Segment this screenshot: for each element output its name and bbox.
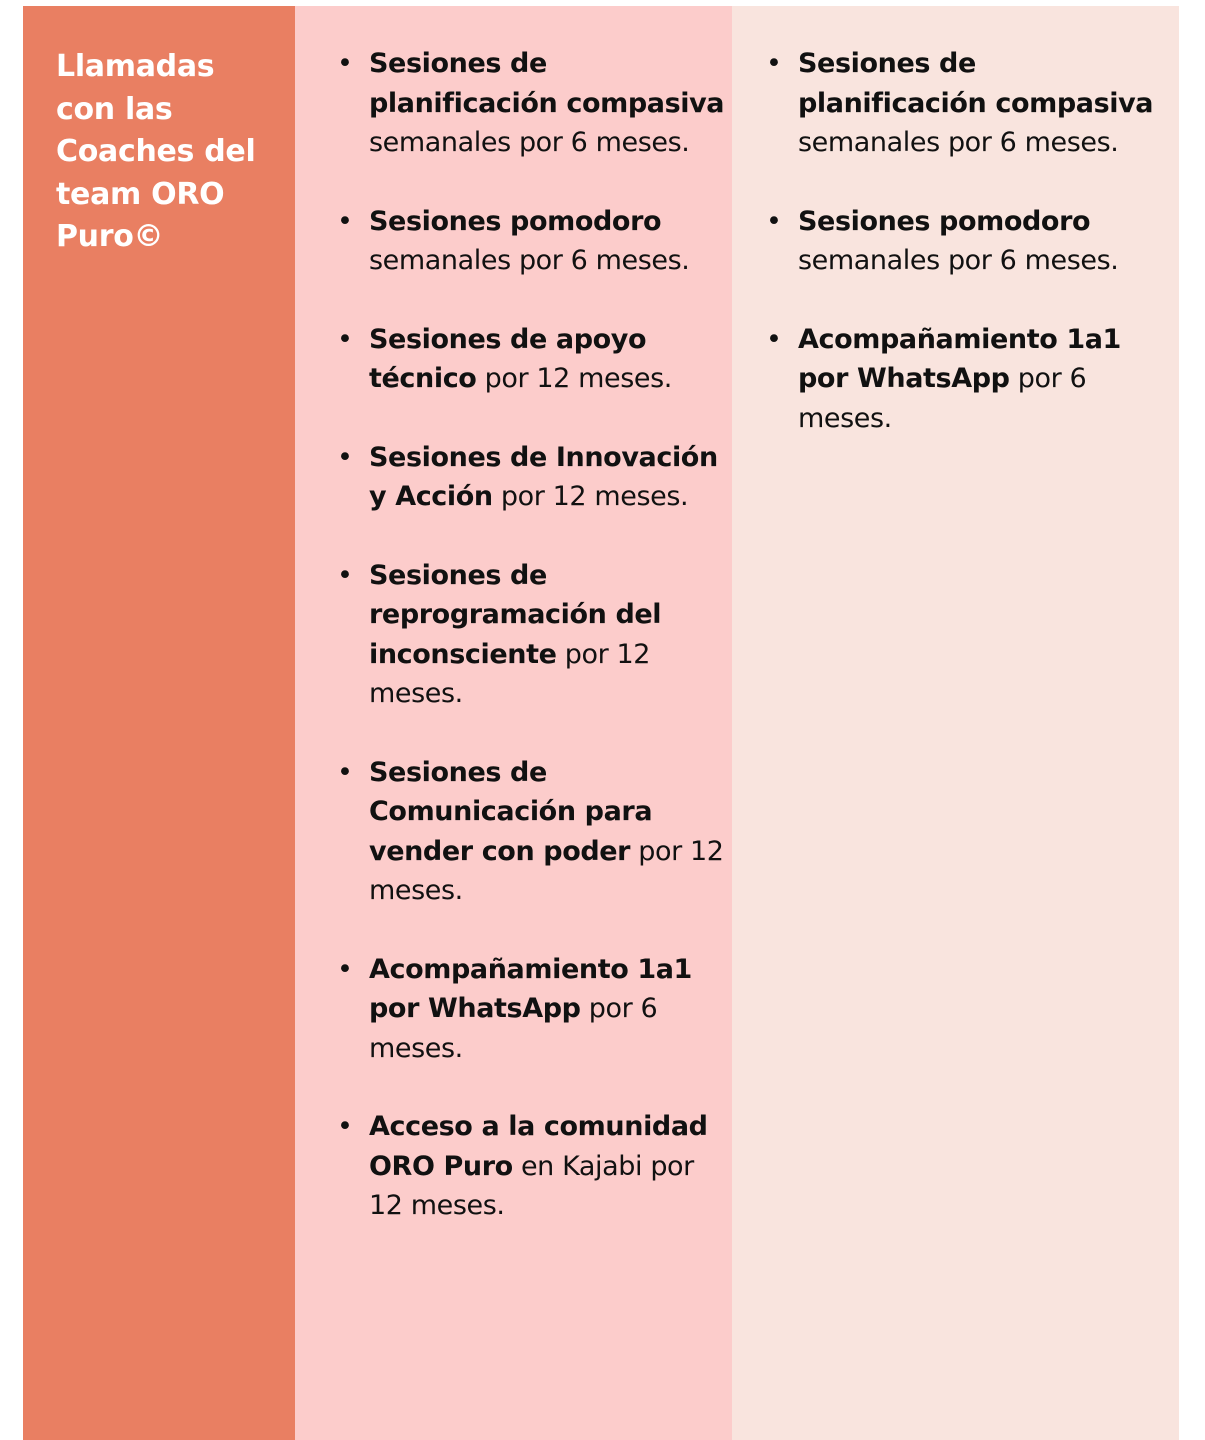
bullet-icon: • — [337, 559, 353, 591]
feature-item — [337, 320, 729, 399]
feature-title: Acceso a la comunidad ORO Puro — [369, 1111, 708, 1182]
feature-title: Sesiones pomodoro — [369, 205, 662, 237]
bullet-icon: • — [337, 48, 353, 79]
feature-detail: semanales por 6 meses. — [798, 127, 1119, 158]
feature-detail: por 6 meses. — [798, 363, 1087, 434]
feature-title: Sesiones de reprogramación del inconsciente — [369, 559, 662, 670]
feature-item — [337, 202, 729, 281]
feature-detail: semanales por 6 meses. — [369, 245, 690, 276]
feature-title: Acompañamiento 1a1 por WhatsApp — [369, 953, 692, 1024]
feature-detail: en Kajabi por 12 meses. — [369, 1150, 694, 1221]
bullet-icon: • — [766, 323, 782, 355]
feature-title: Acompañamiento 1a1 por WhatsApp — [798, 323, 1121, 394]
feature-item — [337, 438, 729, 517]
bullet-icon: • — [337, 1111, 353, 1142]
feature-list-b — [766, 44, 1179, 438]
feature-detail: por 12 meses. — [369, 835, 724, 906]
bullet-icon: • — [337, 441, 353, 473]
feature-item — [337, 753, 729, 911]
bullet-icon: • — [337, 756, 353, 788]
feature-title: Sesiones de planificación compasiva — [798, 48, 1154, 119]
feature-item — [766, 320, 1158, 439]
feature-title: Sesiones pomodoro — [798, 205, 1091, 237]
feature-detail: por 6 meses. — [369, 993, 658, 1064]
feature-detail: por 12 meses. — [492, 481, 689, 512]
feature-title: Sesiones de Innovación y Acción — [369, 441, 718, 512]
feature-list-a — [337, 44, 732, 1226]
bullet-icon: • — [766, 48, 782, 79]
feature-title: Sesiones de apoyo técnico — [369, 323, 647, 394]
feature-item — [337, 950, 729, 1069]
bullet-icon: • — [766, 205, 782, 237]
feature-detail: por 12 meses. — [476, 363, 672, 394]
feature-item — [337, 556, 729, 714]
bullet-icon: • — [337, 205, 353, 237]
feature-item — [337, 1107, 729, 1226]
bullet-icon: • — [337, 953, 353, 985]
feature-item — [337, 44, 729, 163]
feature-detail: semanales por 6 meses. — [798, 245, 1119, 276]
feature-item — [766, 44, 1158, 163]
feature-title: Sesiones de planificación compasiva — [369, 48, 725, 119]
feature-comparison-table — [23, 6, 1179, 1440]
plan-column-b — [732, 6, 1179, 1440]
feature-item — [766, 202, 1158, 281]
plan-column-a — [295, 6, 732, 1440]
feature-title: Sesiones de Comunicación para vender con poder — [369, 756, 653, 867]
row-label-cell — [23, 6, 295, 1440]
feature-detail: por 12 meses. — [369, 638, 651, 709]
feature-detail: semanales por 6 meses. — [369, 127, 690, 158]
bullet-icon: • — [337, 323, 353, 355]
row-label: Llamadas con las Coaches del team ORO Puro© — [56, 49, 256, 254]
